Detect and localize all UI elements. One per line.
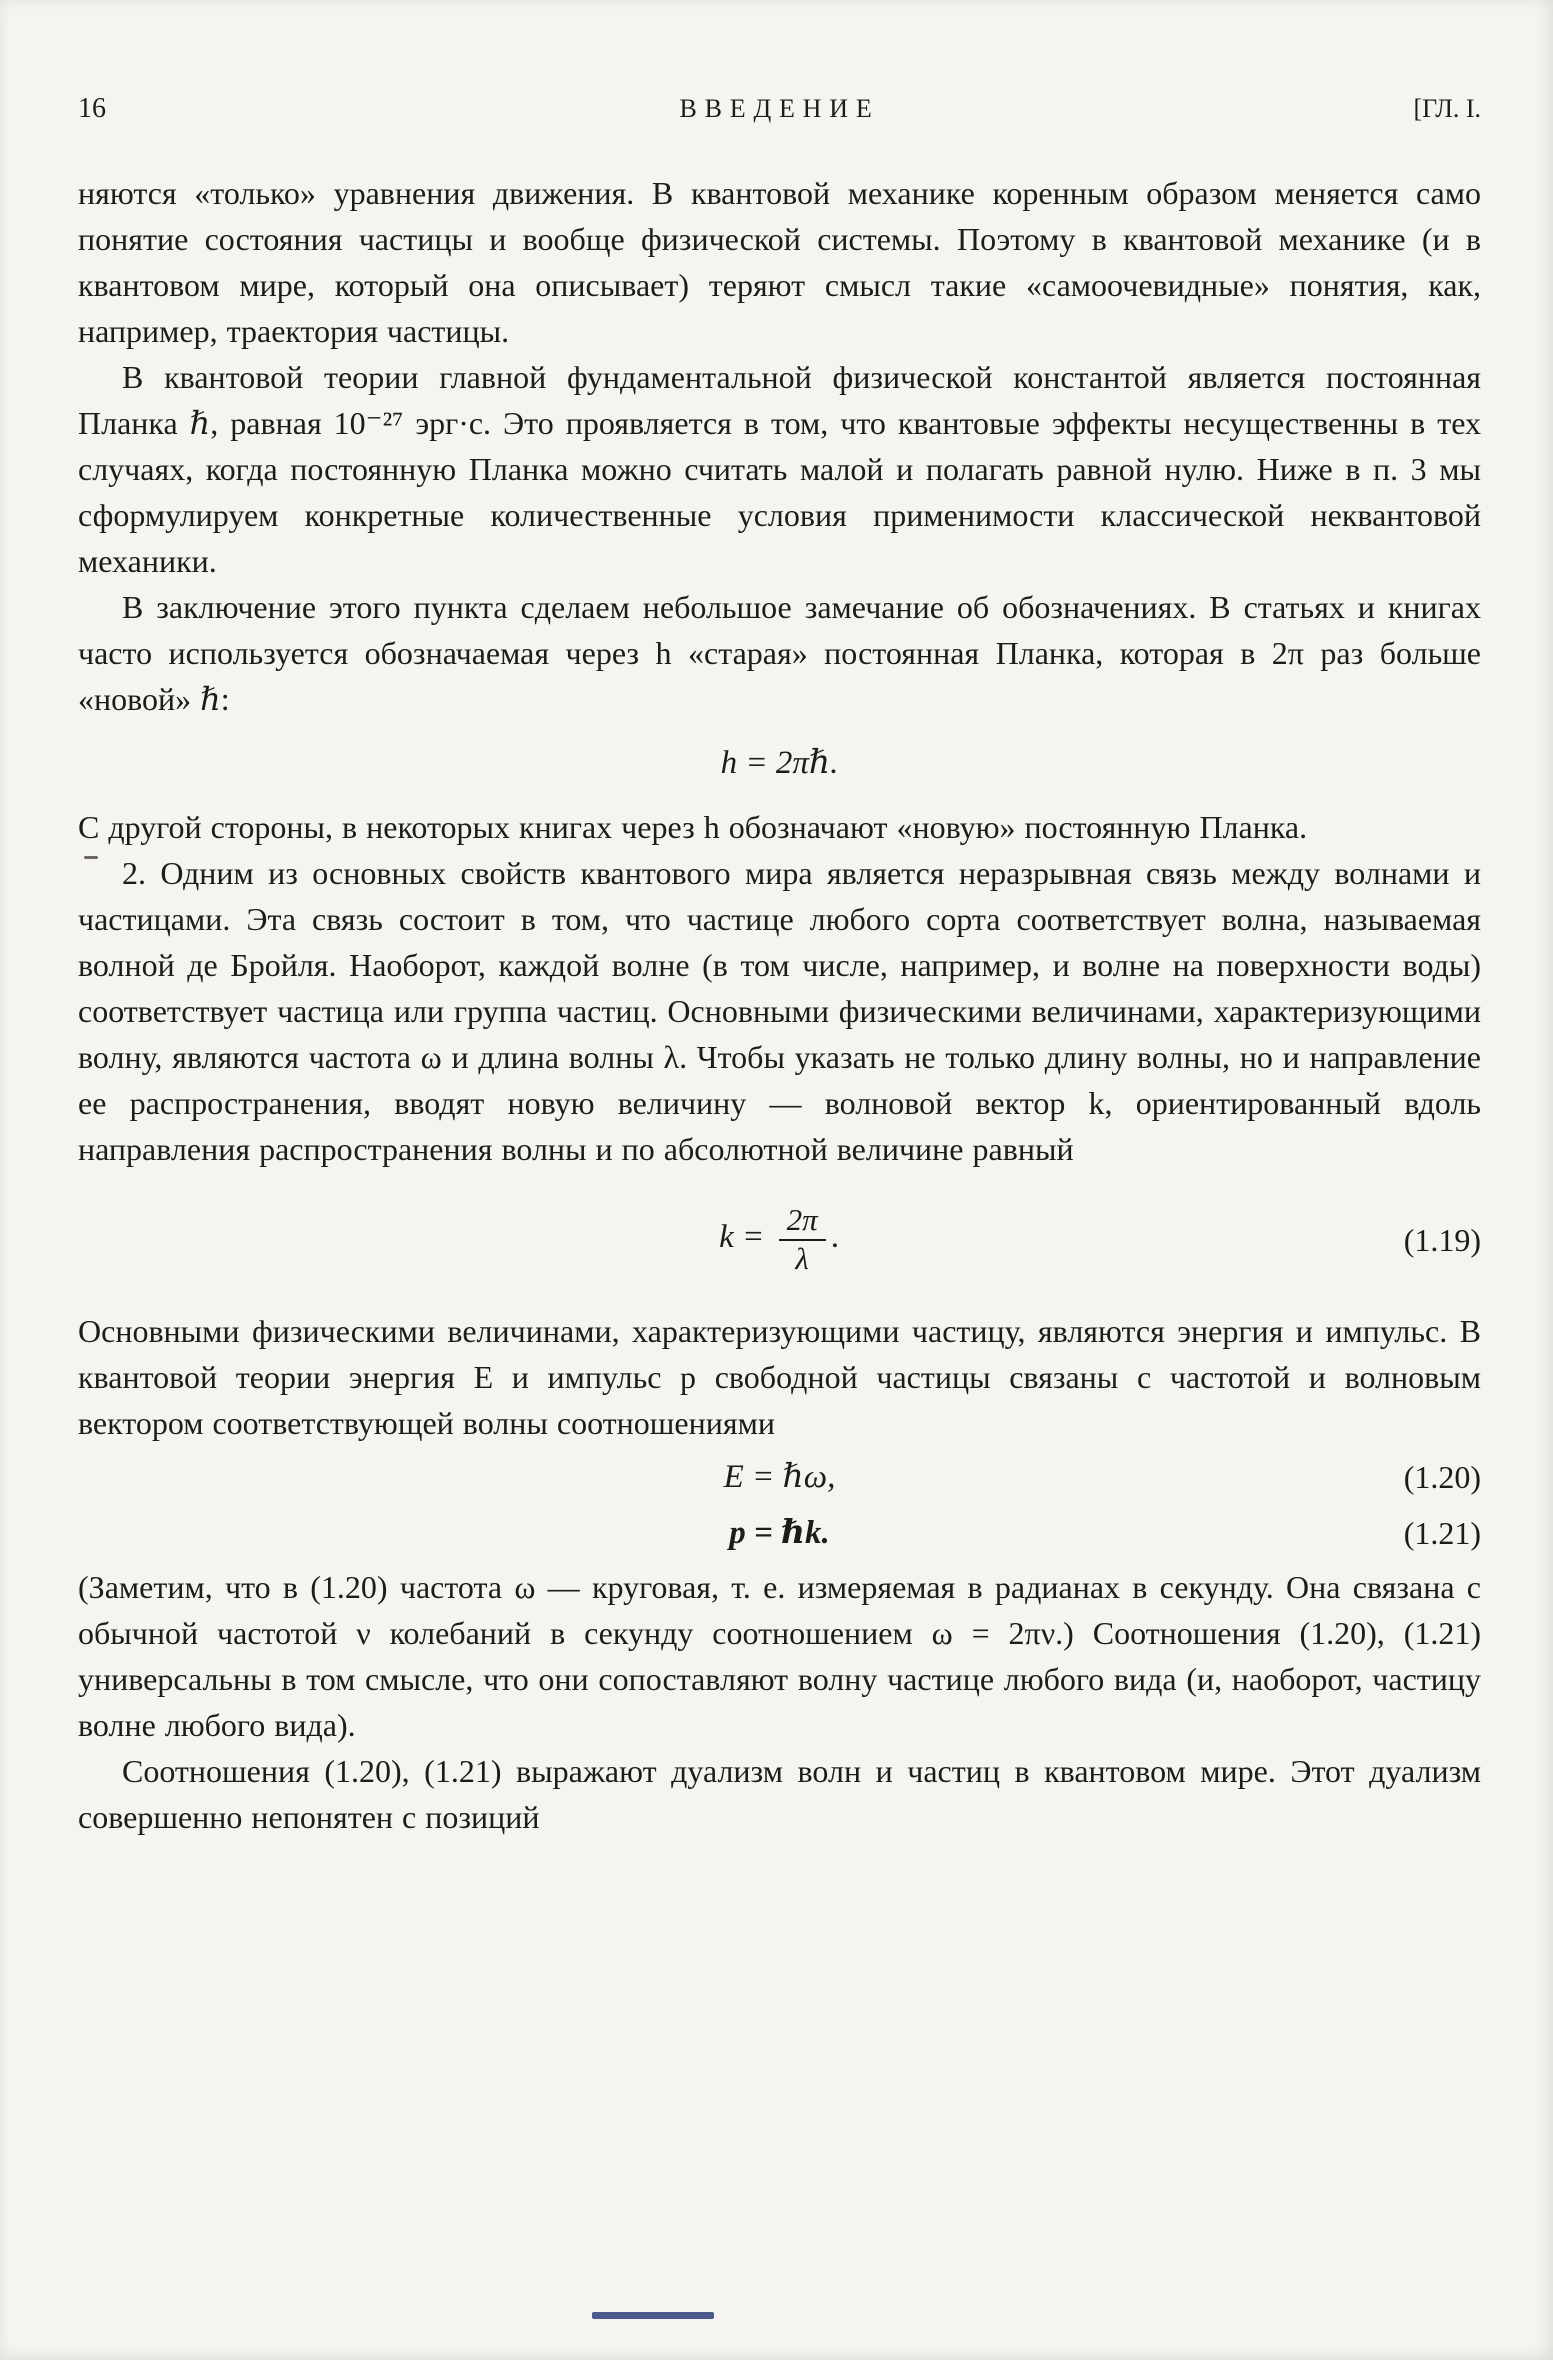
equation-wave-vector <box>78 1192 1481 1288</box>
scan-artifact-line <box>592 2312 714 2319</box>
page-number: 16 <box>78 93 106 124</box>
equation-tail: . <box>831 1219 840 1256</box>
equation-number-1-19: (1.19) <box>1403 1222 1481 1258</box>
paragraph-planck-constant: В квантовой теории главной фундаментальной физической константой является постоянная Планка ℏ, равная 10⁻²⁷ эрг·с. Это проявляется в том, что квантовые эффекты несущественны в тех случаях, когда постоянную Планка можно считать малой и полагать равной нулю. Ниже в п. 3 мы сформулируем конкретные количественные условия применимости классической неквантовой механики. <box>78 359 1481 579</box>
equation-planck <box>78 738 1481 788</box>
paragraph-frequency-note: (Заметим, что в (1.20) частота ω — круговая, т. е. измеряемая в радианах в секунду. Она связана с обычной частотой ν колебаний в секунду соотношением ω = 2πν.) Соотношения (1.20), (1.21) универсальны в том смысле, что они сопоставляют волну частице любого вида (и, наоборот, частицу волне любого вида). <box>78 1569 1481 1743</box>
equation-momentum-body: p = ℏk. <box>729 1515 830 1551</box>
paragraph-continuation: няются «только» уравнения движения. В квантовой механике коренным образом меняется само понятие состояния частицы и вообще физической системы. Поэтому в квантовой механике (и в квантовом мире, который она описывает) теряют смысл такие «самоочевидные» понятия, как, например, траектория частицы. <box>78 175 1481 349</box>
equation-number-1-21: (1.21) <box>1403 1515 1481 1551</box>
equation-momentum <box>78 1508 1481 1558</box>
fraction-denominator: λ <box>795 1241 809 1276</box>
page-header <box>78 88 1481 130</box>
page-body <box>78 170 1481 1840</box>
equation-energy <box>78 1452 1481 1502</box>
equation-lhs: k = <box>719 1219 773 1256</box>
equation-energy-body: E = ℏω, <box>723 1459 836 1495</box>
running-title: ВВЕДЕНИЕ <box>679 94 880 123</box>
equation-wave-vector-body <box>719 1204 840 1275</box>
paragraph-duality: Соотношения (1.20), (1.21) выражают дуализм волн и частиц в квантовом мире. Этот дуализм совершенно непонятен с позиций <box>78 1753 1481 1835</box>
equation-planck-body: h = 2πℏ. <box>720 745 839 781</box>
paragraph-notation-remark: В заключение этого пункта сделаем небольшое замечание об обозначениях. В статьях и книгах часто используется обозначаемая через h «старая» постоянная Планка, которая в 2π раз больше «новой» ℏ: <box>78 589 1481 717</box>
fraction-numerator: 2π <box>779 1204 826 1241</box>
fraction <box>779 1204 826 1275</box>
chapter-reference: [ГЛ. I. <box>1413 94 1481 123</box>
paragraph-other-books: С другой стороны, в некоторых книгах через h обозначают «новую» постоянную Планка. <box>78 809 1308 845</box>
margin-pencil-mark <box>84 856 98 859</box>
paragraph-wave-particle: 2. Одним из основных свойств квантового мира является неразрывная связь между волнами и частицами. Эта связь состоит в том, что частице любого сорта соответствует волна, называемая волной де Бройля. Наоборот, каждой волне (в том числе, например, и волне на поверхности воды) соответствует частица или группа частиц. Основными физическими величинами, характеризующими волну, являются частота ω и длина волны λ. Чтобы указать не только длину волны, но и направление ее распространения, вводят новую величину — волновой вектор k, ориентированный вдоль направления распространения волны и по абсолютной величине равный <box>78 855 1481 1167</box>
equation-number-1-20: (1.20) <box>1403 1459 1481 1495</box>
paragraph-particle-quantities: Основными физическими величинами, характеризующими частицу, являются энергия и импульс. В квантовой теории энергия E и импульс p свободной частицы связаны с частотой и волновым вектором соответствующей волны соотношениями <box>78 1313 1481 1441</box>
